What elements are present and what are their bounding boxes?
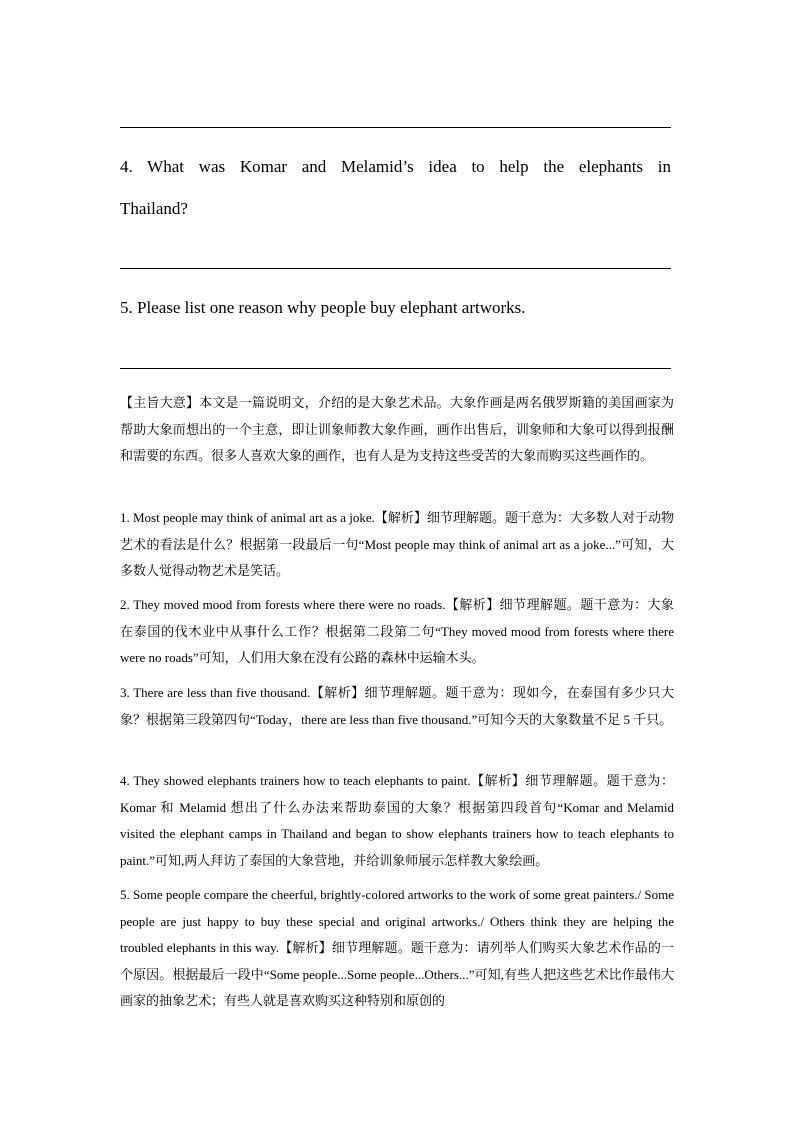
answer-line-4 [120,268,671,269]
answer-3-paragraph: 3. There are less than five thousand.【解析】细节理解题。题干意为：现如今，在泰国有多少只大象？根据第三段第四句“Today，there are less than five thousand.”可知今天的大象数量不足 5 千只。 [120,685,674,727]
answer-5-paragraph: 5. Some people compare the cheerful, brightly-colored artworks to the work of some great painters./ Some people are just happy to buy these special and original artworks./ Others think they are helping the troubled elephants in this way.【解析】细节理解题。题干意为：请列举人们购买大象艺术作品的一个原因。根据最后一段中“Some people...Some people...Others...”可知,有些人把这些艺术比作最伟大画家的抽象艺术；有些人就是喜欢购买这种特别和原创的 [120,887,674,1008]
question-4-line-1: 4. What was Komar and Melamid’s idea to help the elephants in [120,157,671,176]
question-5: 5. Please list one reason why people buy elephant artworks. [120,298,526,317]
main-idea-paragraph: 【主旨大意】本文是一篇说明文，介绍的是大象艺术品。大象作画是两名俄罗斯籍的美国画家为帮助大象而想出的一个主意，即让训象师教大象作画，画作出售后，训象师和大象可以得到报酬和需要的东西。很多人喜欢大象的画作，也有人是为支持这些受苦的大象而购买这些画作的。 [120,395,674,463]
answer-line-5 [120,368,671,369]
question-4-line-2: Thailand? [120,199,188,218]
answer-2-paragraph: 2. They moved mood from forests where there were no roads.【解析】细节理解题。题干意为：大象在泰国的伐木业中从事什么工作？根据第二段第二句“They moved mood from forests where there were no roads”可知，人们用大象在没有公路的森林中运输木头。 [120,597,674,665]
answer-line-3 [120,127,671,128]
answer-1-paragraph: 1. Most people may think of animal art as a joke.【解析】细节理解题。题干意为：大多数人对于动物艺术的看法是什么？根据第一段最后一句“Most people may think of animal art as a joke...”可知，大多数人觉得动物艺术是笑话。 [120,510,674,578]
question-4 [120,146,671,230]
answer-4-paragraph: 4. They showed elephants trainers how to teach elephants to paint.【解析】细节理解题。题干意为：Komar 和 Melamid 想出了什么办法来帮助泰国的大象？根据第四段首句“Komar and Melamid visited the elephant camps in Thailand and began to show elephants trainers how to teach elephants to paint.”可知,两人拜访了泰国的大象营地，并给训象师展示怎样教大象绘画。 [120,773,674,868]
